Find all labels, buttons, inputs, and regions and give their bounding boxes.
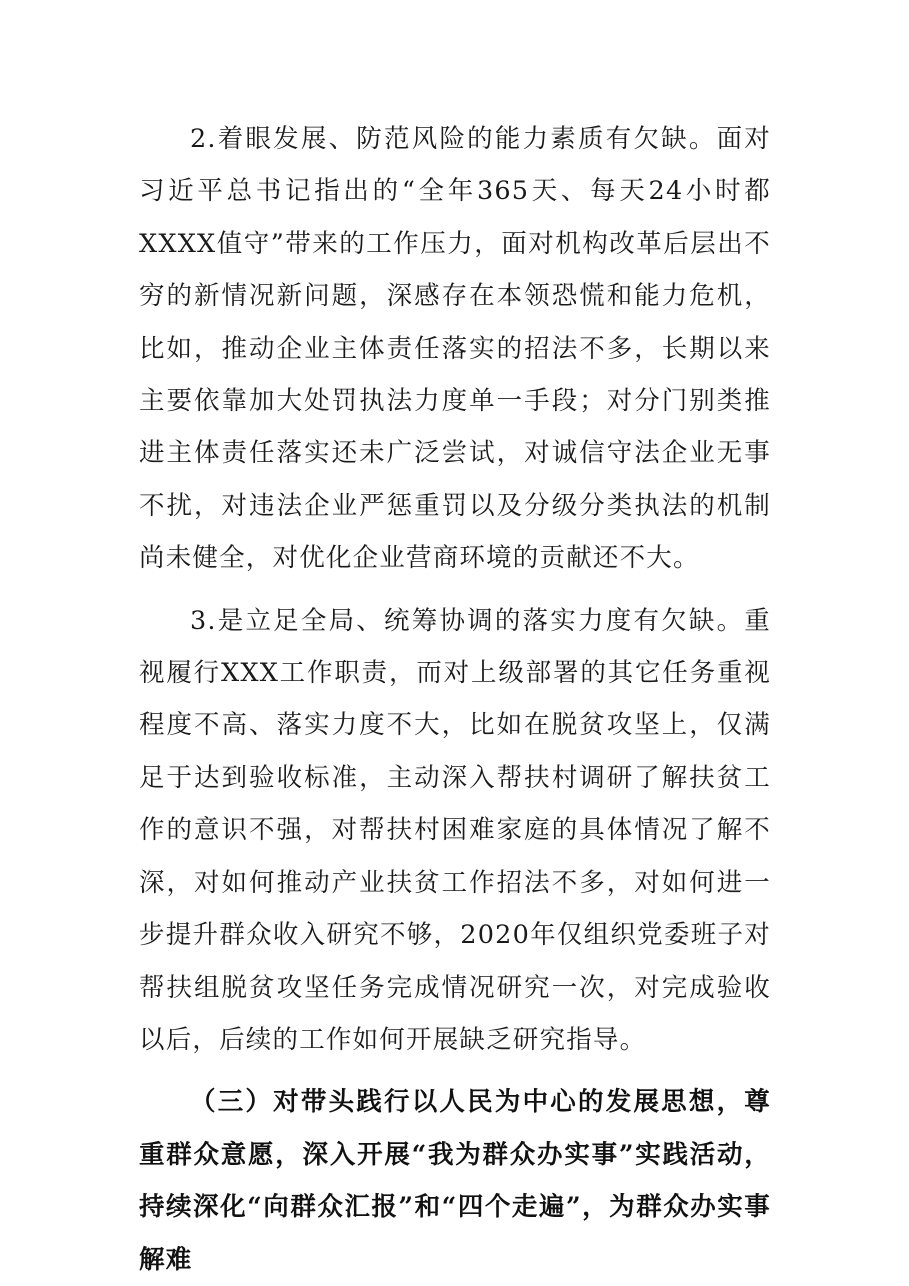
paragraph-implementation-shortfall: 3.是立足全局、统筹协调的落实力度有欠缺。重视履行XXX工作职责，而对上级部署的其它任务重视程度不高、落实力度不大，比如在脱贫攻坚上，仅满足于达到验收标准，主动深入帮扶村调研了解扶贫工作的意识不强，对帮扶村困难家庭的具体情况了解不深，对如何推动产业扶贫工作招法不多，对如何进一步提升群众收入研究不够，2020年仅组织党委班子对帮扶组脱贫攻坚任务完成情况研究一次，对完成验收以后，后续的工作如何开展缺乏研究指导。 bbox=[139, 605, 771, 1055]
document-body bbox=[139, 113, 771, 1286]
section-heading-three: （三）对带头践行以人民为中心的发展思想，尊重群众意愿，深入开展“我为群众办实事”实践活动，持续深化“向群众汇报”和“四个走遍”，为群众办实事解难 bbox=[139, 1087, 771, 1275]
paragraph-capability-shortfall: 2.着眼发展、防范风险的能力素质有欠缺。面对习近平总书记指出的“全年365天、每天24小时都XXXX值守”带来的工作压力，面对机构改革后层出不穷的新情况新问题，深感存在本领恐慌和能力危机，比如，推动企业主体责任落实的招法不多，长期以来主要依靠加大处罚执法力度单一手段；对分门别类推进主体责任落实还未广泛尝试，对诚信守法企业无事不扰，对违法企业严惩重罚以及分级分类执法的机制尚未健全，对优化企业营商环境的贡献还不大。 bbox=[139, 124, 771, 574]
